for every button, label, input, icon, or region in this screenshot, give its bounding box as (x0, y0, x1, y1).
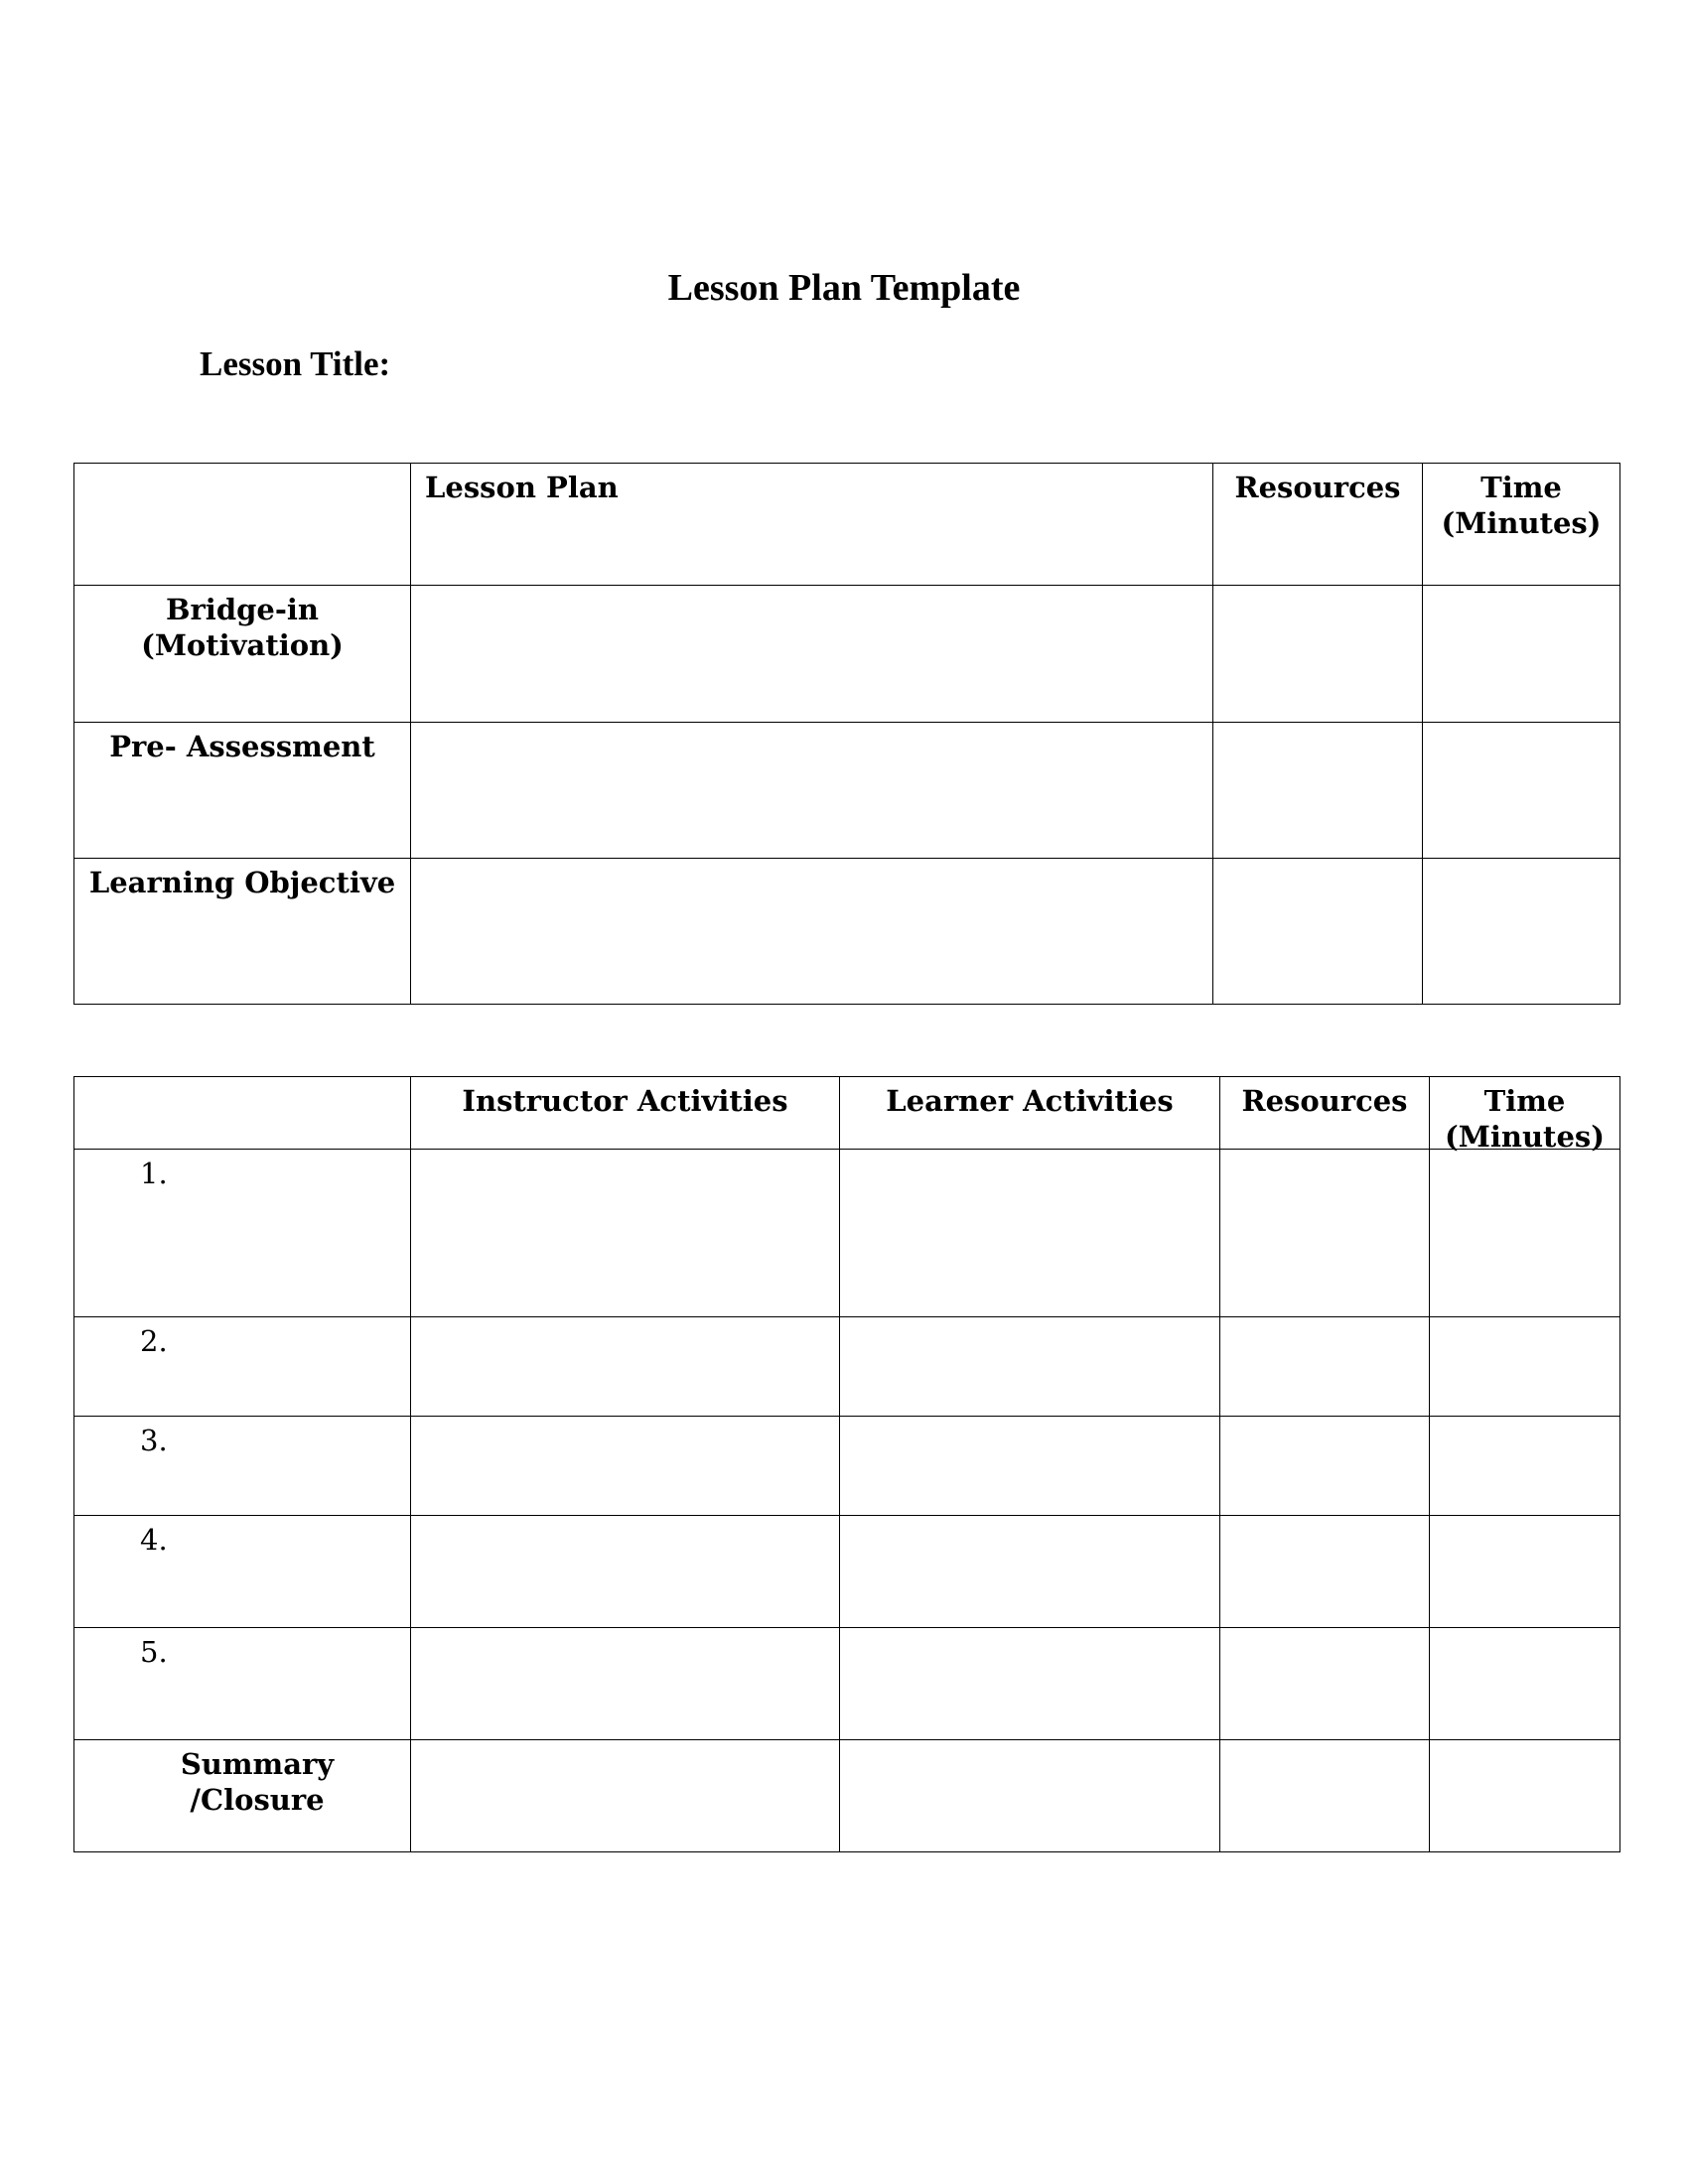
table-row (74, 1740, 1620, 1852)
resources-cell[interactable] (1213, 859, 1423, 1005)
time-cell[interactable] (1430, 1150, 1620, 1317)
table-header-row (74, 464, 1620, 586)
learner-activity-cell[interactable] (840, 1516, 1220, 1628)
column-header-learner-activities: Learner Activities (840, 1077, 1220, 1150)
instructor-activity-cell[interactable] (411, 1317, 840, 1417)
table-row (74, 859, 1620, 1005)
row-label-line1: Pre- Assessment (109, 730, 375, 763)
table-row (74, 1516, 1620, 1628)
resources-cell[interactable] (1220, 1740, 1430, 1852)
learner-activity-cell[interactable] (840, 1740, 1220, 1852)
learner-activity-cell[interactable] (840, 1417, 1220, 1516)
table-row (74, 1150, 1620, 1317)
lesson-plan-cell[interactable] (411, 859, 1213, 1005)
learner-activity-cell[interactable] (840, 1150, 1220, 1317)
table-row (74, 1628, 1620, 1740)
row-label-pre-assessment (74, 723, 411, 859)
instructor-activity-cell[interactable] (411, 1150, 840, 1317)
resources-cell[interactable] (1220, 1317, 1430, 1417)
column-header-lesson-plan: Lesson Plan (411, 464, 1213, 586)
step-number: 5. (74, 1628, 411, 1740)
column-header-time (1423, 464, 1620, 586)
resources-cell[interactable] (1220, 1417, 1430, 1516)
time-cell[interactable] (1430, 1628, 1620, 1740)
time-cell[interactable] (1423, 859, 1620, 1005)
time-header-line1: Time (1483, 1084, 1566, 1118)
step-number: 3. (74, 1417, 411, 1516)
learner-activity-cell[interactable] (840, 1628, 1220, 1740)
column-header-time (1430, 1077, 1620, 1154)
time-cell[interactable] (1430, 1516, 1620, 1628)
resources-cell[interactable] (1213, 723, 1423, 859)
time-cell[interactable] (1430, 1740, 1620, 1852)
row-label-bridge-in (74, 586, 411, 723)
time-header-line1: Time (1480, 471, 1562, 504)
learner-activity-cell[interactable] (840, 1317, 1220, 1417)
page-title: Lesson Plan Template (667, 267, 1021, 309)
time-header-line2: (Minutes) (1441, 506, 1602, 540)
time-cell[interactable] (1423, 586, 1620, 723)
row-label-line2: /Closure (190, 1783, 325, 1817)
time-cell[interactable] (1430, 1417, 1620, 1516)
column-header-resources: Resources (1220, 1077, 1430, 1150)
resources-cell[interactable] (1220, 1628, 1430, 1740)
table-corner-cell (74, 464, 411, 586)
table-header-row (74, 1077, 1620, 1150)
time-cell[interactable] (1423, 723, 1620, 859)
time-cell[interactable] (1430, 1317, 1620, 1417)
column-header-instructor-activities: Instructor Activities (411, 1077, 840, 1150)
instructor-activity-cell[interactable] (411, 1628, 840, 1740)
time-header-line2: (Minutes) (1445, 1120, 1605, 1154)
row-label-line1: Learning Objective (88, 866, 396, 899)
resources-cell[interactable] (1220, 1516, 1430, 1628)
row-label-line1: Summary (180, 1747, 335, 1781)
table-row (74, 1417, 1620, 1516)
instructor-activity-cell[interactable] (411, 1417, 840, 1516)
column-header-resources: Resources (1213, 464, 1423, 586)
lesson-plan-cell[interactable] (411, 723, 1213, 859)
row-label-summary-closure (74, 1740, 411, 1852)
step-number: 1. (74, 1150, 411, 1317)
instructor-activity-cell[interactable] (411, 1516, 840, 1628)
row-label-learning-objective (74, 859, 411, 1005)
lesson-plan-table (73, 463, 1620, 1005)
table-corner-cell (74, 1077, 411, 1150)
row-label-line2: (Motivation) (141, 628, 344, 662)
step-number: 2. (74, 1317, 411, 1417)
table-row (74, 723, 1620, 859)
instructor-activity-cell[interactable] (411, 1740, 840, 1852)
resources-cell[interactable] (1220, 1150, 1430, 1317)
activities-table (73, 1076, 1620, 1852)
table-row (74, 586, 1620, 723)
lesson-title-label: Lesson Title: (200, 344, 391, 383)
lesson-plan-cell[interactable] (411, 586, 1213, 723)
resources-cell[interactable] (1213, 586, 1423, 723)
row-label-line1: Bridge-in (166, 593, 319, 626)
table-row (74, 1317, 1620, 1417)
step-number: 4. (74, 1516, 411, 1628)
